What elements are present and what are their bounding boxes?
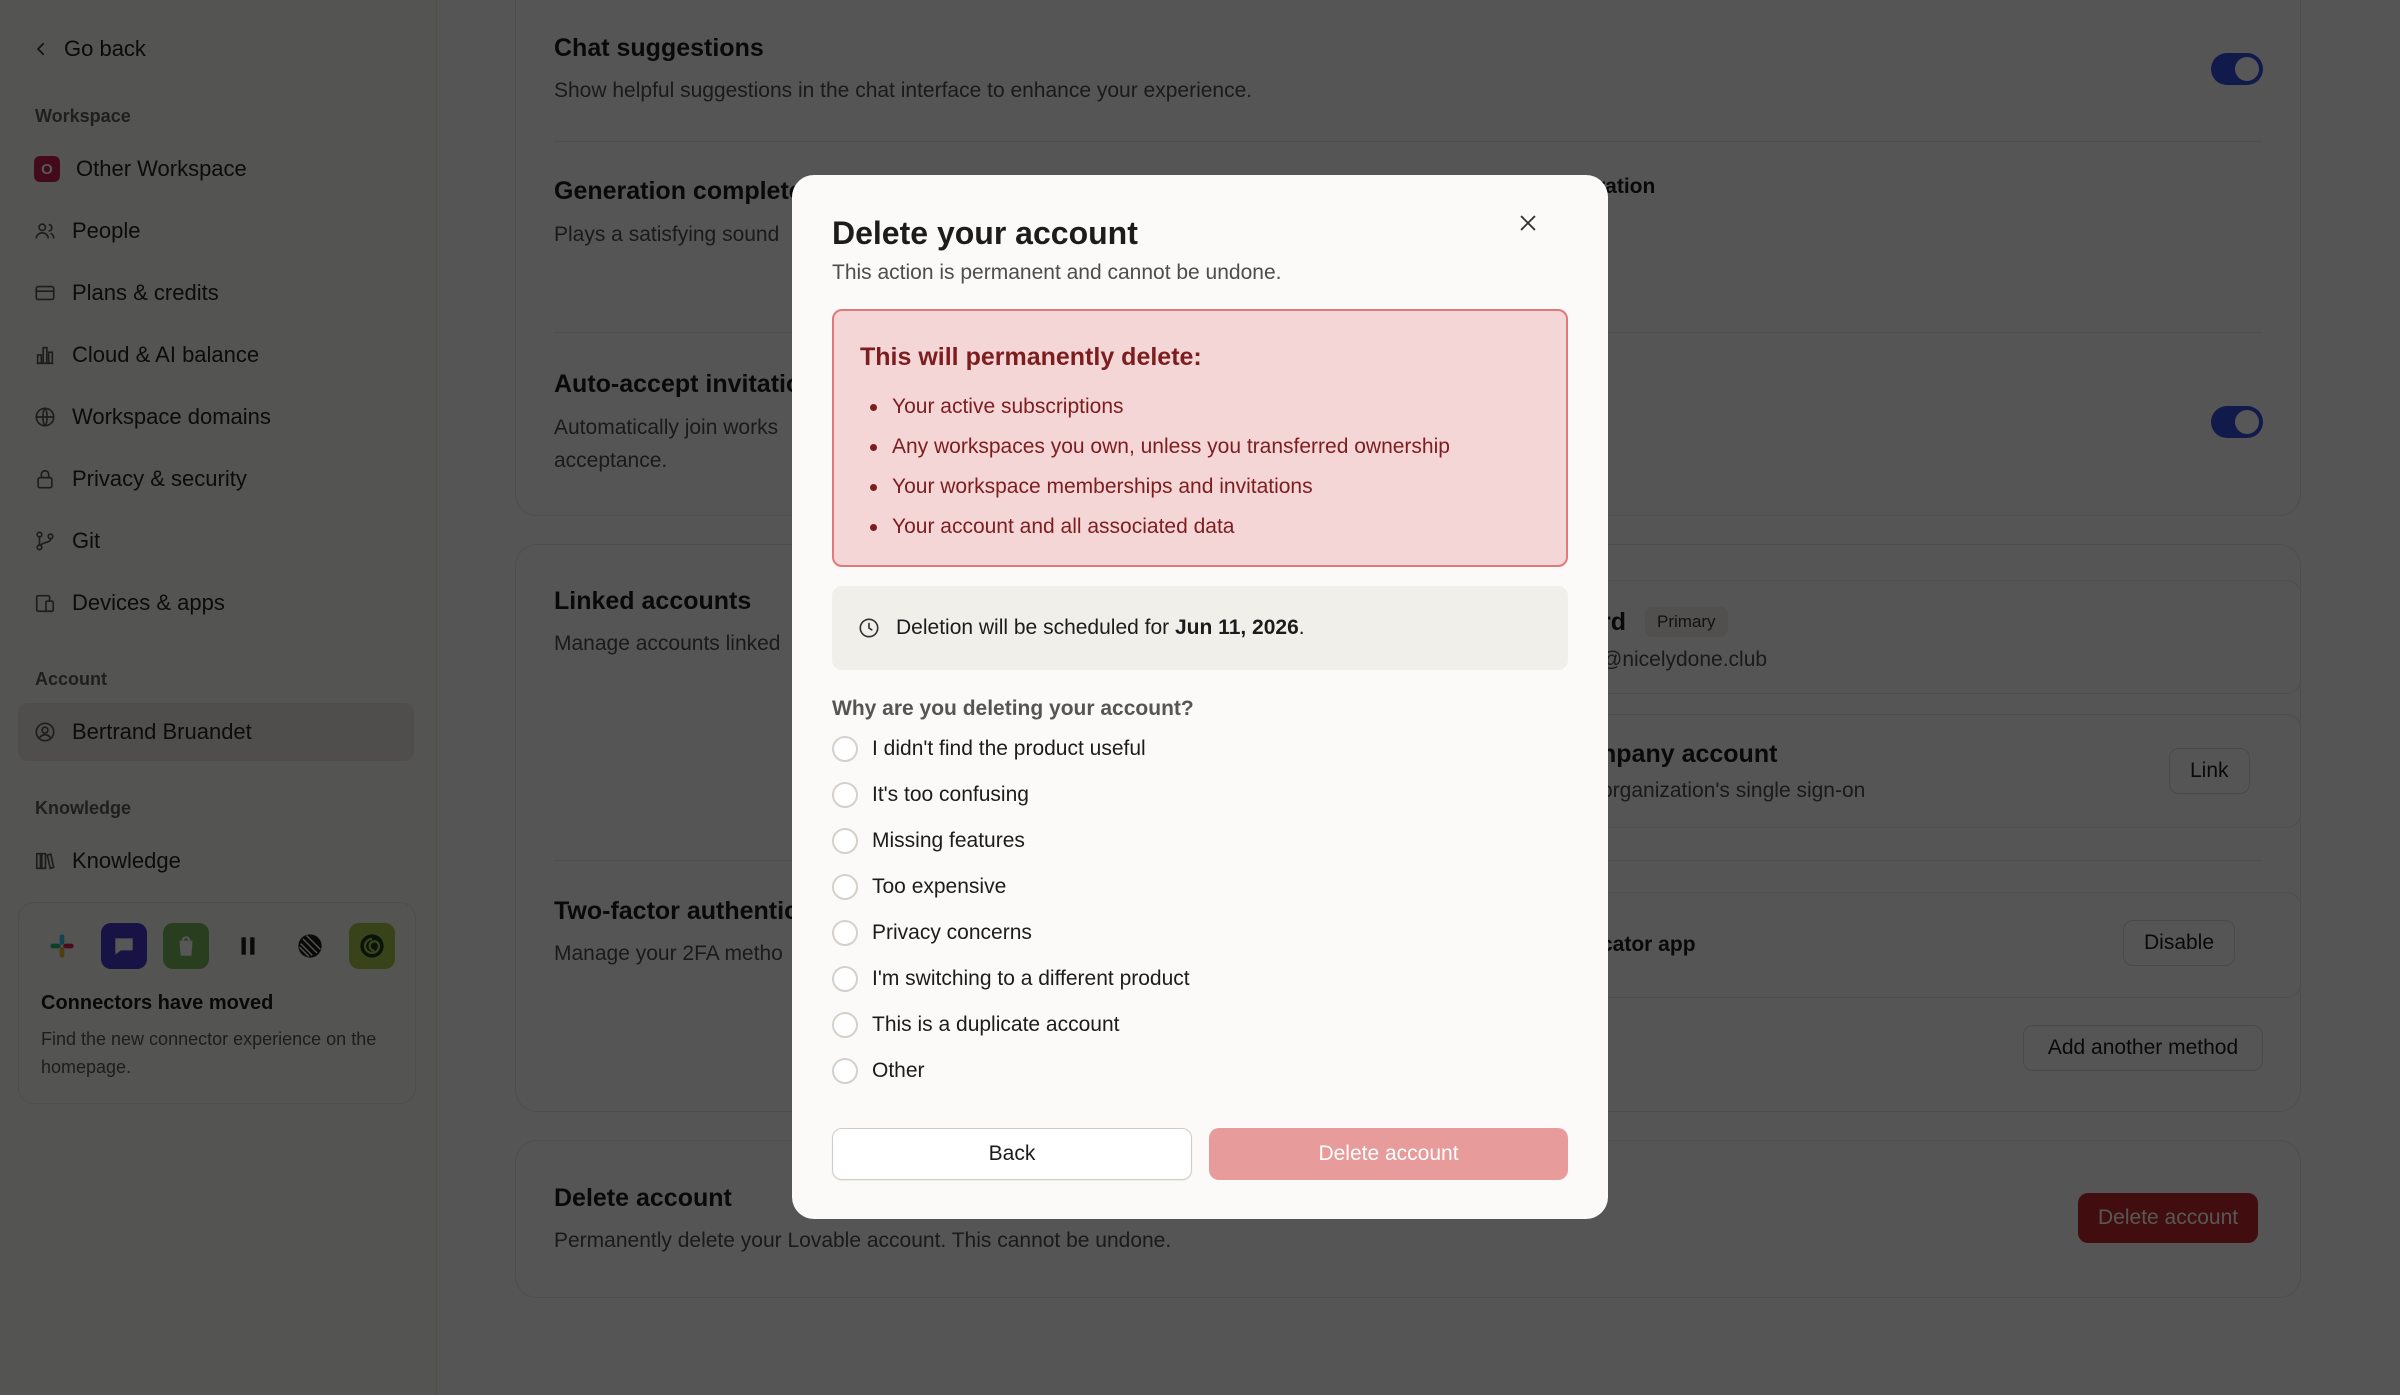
reason-option[interactable] [832,956,1190,1002]
close-button[interactable] [1508,203,1548,243]
radio-button[interactable] [832,1012,858,1038]
reason-label: Other [872,1059,925,1082]
radio-button[interactable] [832,828,858,854]
radio-button[interactable] [832,966,858,992]
warning-item: Your account and all associated data [860,507,1450,547]
reason-option[interactable] [832,910,1190,956]
radio-button[interactable] [832,782,858,808]
warning-item: Your active subscriptions [860,387,1450,427]
reason-option[interactable] [832,864,1190,910]
clock-icon [858,617,880,639]
reason-option[interactable] [832,1048,1190,1094]
schedule-text [896,616,1305,640]
dialog-title: Delete your account [832,215,1138,251]
radio-button[interactable] [832,874,858,900]
reason-option[interactable] [832,1002,1190,1048]
reason-label: Too expensive [872,875,1007,898]
deletion-schedule-notice [832,586,1568,670]
warning-item: Any workspaces you own, unless you transferred ownership [860,427,1450,467]
reason-label: Missing features [872,829,1025,852]
reason-label: This is a duplicate account [872,1013,1120,1036]
radio-button[interactable] [832,920,858,946]
warning-list [860,387,1450,547]
reason-option[interactable] [832,772,1190,818]
reason-option[interactable] [832,818,1190,864]
radio-button[interactable] [832,1058,858,1084]
permanent-delete-warning [832,309,1568,567]
radio-button[interactable] [832,736,858,762]
confirm-delete-button[interactable]: Delete account [1209,1128,1568,1180]
reason-option[interactable] [832,726,1190,772]
back-button[interactable]: Back [832,1128,1192,1180]
schedule-date: Jun 11, 2026 [1175,616,1299,639]
dialog-subtitle: This action is permanent and cannot be undone. [832,261,1282,284]
reason-radio-group [832,726,1190,1094]
warning-item: Your workspace memberships and invitations [860,467,1450,507]
schedule-suffix: . [1298,616,1305,639]
reason-label: I'm switching to a different product [872,967,1190,990]
delete-account-dialog [792,175,1608,1219]
close-icon [1517,212,1539,234]
warning-title: This will permanently delete: [860,343,1202,371]
schedule-prefix: Deletion will be scheduled for [896,616,1175,639]
reason-label: I didn't find the product useful [872,737,1146,760]
reason-label: It's too confusing [872,783,1029,806]
reason-label: Privacy concerns [872,921,1032,944]
reason-question: Why are you deleting your account? [832,697,1194,720]
